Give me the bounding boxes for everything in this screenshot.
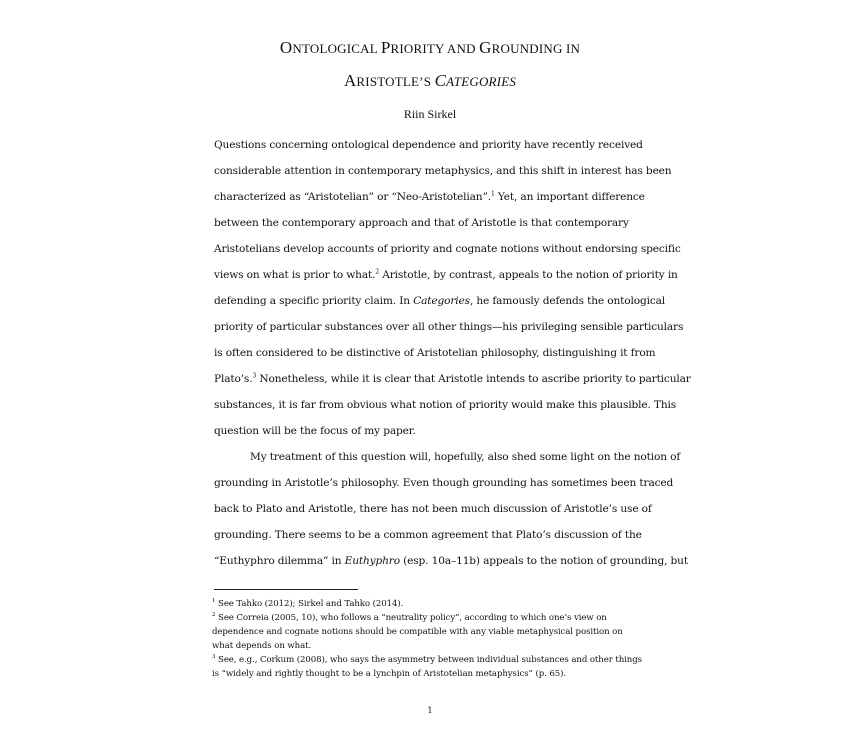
body-line <box>214 243 681 255</box>
title-fragment: P <box>380 38 391 57</box>
text-run: Questions concerning ontological dependence and priority have recently received <box>214 139 643 151</box>
body-line <box>214 191 645 203</box>
footnote-marker: 2 <box>375 268 380 276</box>
body-line <box>214 269 678 281</box>
title-fragment: O <box>279 38 293 57</box>
footnote-separator <box>214 589 358 590</box>
text-run: considerable attention in contemporary metaphysics, and this shift in interest has been <box>214 165 672 177</box>
body-line <box>214 477 673 489</box>
body-line <box>214 217 629 229</box>
title-fragment: ROUNDING IN <box>491 41 581 56</box>
text-run: grounding in Aristotle’s philosophy. Even though grounding has sometimes been traced <box>214 477 674 489</box>
title-fragment: RIORITY AND <box>390 41 480 56</box>
text-run: Nonetheless, while it is clear that Aristotle intends to ascribe priority to particular <box>256 373 691 385</box>
text-run: back to Plato and Aristotle, there has not been much discussion of Aristotle’s use of <box>214 503 652 515</box>
body-line <box>214 139 643 151</box>
italic-text: Categories <box>413 295 470 307</box>
text-run: is often considered to be distinctive of Aristotelian philosophy, distinguishing it from <box>214 347 656 359</box>
body-line <box>250 451 680 463</box>
footnote-marker: 3 <box>252 372 257 380</box>
italic-text: Euthyphro <box>344 555 400 567</box>
body-line <box>214 295 665 307</box>
footnote-marker: 3 <box>212 654 216 661</box>
text-run: question will be the focus of my paper. <box>214 425 416 437</box>
title-fragment: G <box>479 38 492 57</box>
text-run: priority of particular substances over all other things—his privileging sensible particulars <box>214 321 684 333</box>
body-line <box>214 373 691 385</box>
body-line <box>214 555 688 567</box>
paper-title-line-2 <box>0 71 860 91</box>
footnote-line <box>212 669 566 679</box>
text-run: See Correia (2005, 10), who follows a “neutrality policy”, according to which one’s view on <box>215 613 607 623</box>
text-run: Plato’s. <box>214 373 253 385</box>
text-run: characterized as “Aristotelian” or “Neo-Aristotelian”. <box>214 191 491 203</box>
text-run: Aristotle, by contrast, appeals to the notion of priority in <box>379 269 678 281</box>
text-run: See Tahko (2012); Sirkel and Tahko (2014). <box>215 599 404 609</box>
text-run: (esp. 10a–11b) appeals to the notion of grounding, but <box>399 555 688 567</box>
text-run: “Euthyphro dilemma” in <box>214 555 345 567</box>
text-run: Aristotelians develop accounts of priority and cognate notions without endorsing specific <box>214 243 681 255</box>
footnote-marker: 1 <box>490 190 495 198</box>
footnote-line <box>212 627 623 637</box>
author-name: Riin Sirkel <box>403 107 457 121</box>
footnote-line <box>212 655 642 665</box>
title-fragment: C <box>434 71 447 90</box>
text-run: Yet, an important difference <box>494 191 645 203</box>
footnote-marker: 1 <box>212 598 216 605</box>
text-run: views on what is prior to what. <box>214 269 376 281</box>
text-run: between the contemporary approach and that of Aristotle is that contemporary <box>214 217 629 229</box>
text-run: My treatment of this question will, hopefully, also shed some light on the notion of <box>250 451 681 463</box>
footnote-line <box>212 599 403 609</box>
body-line <box>214 425 416 437</box>
body-line <box>214 529 642 541</box>
page-number: 1 <box>427 706 433 716</box>
footnote-line <box>212 641 311 651</box>
body-line <box>214 321 683 333</box>
text-run: what depends on what. <box>212 641 312 651</box>
body-line <box>214 503 652 515</box>
text-run: , he famously defends the ontological <box>469 295 666 307</box>
text-run: dependence and cognate notions should be compatible with any viable metaphysical position on <box>212 627 623 637</box>
text-run: See, e.g., Corkum (2008), who says the asymmetry between individual substances and other things <box>215 655 642 665</box>
title-fragment: RISTOTLE’S <box>356 74 435 89</box>
text-run: grounding. There seems to be a common agreement that Plato’s discussion of the <box>214 529 642 541</box>
text-run: defending a specific priority claim. In <box>214 295 414 307</box>
text-run: substances, it is far from obvious what notion of priority would make this plausible. This <box>214 399 677 411</box>
paper-title-line-1 <box>0 38 860 58</box>
body-line <box>214 165 671 177</box>
title-fragment: NTOLOGICAL <box>292 41 381 56</box>
footnote-marker: 2 <box>212 612 216 619</box>
title-fragment: ATEGORIES <box>446 74 517 89</box>
footnote-line <box>212 613 607 623</box>
text-run: is “widely and rightly thought to be a lynchpin of Aristotelian metaphysics” (p. 65). <box>212 669 566 679</box>
body-line <box>214 399 676 411</box>
body-line <box>214 347 655 359</box>
title-fragment: A <box>343 71 357 90</box>
